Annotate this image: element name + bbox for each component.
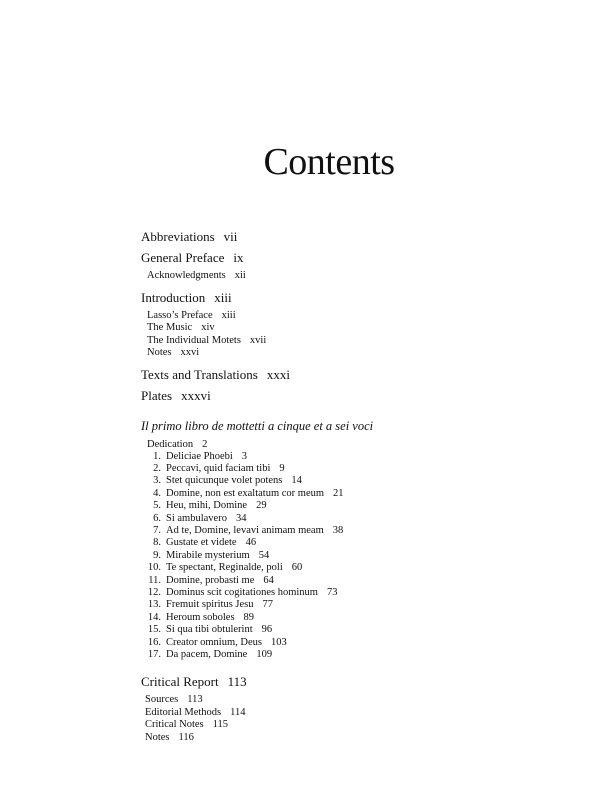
motet-page: 60 xyxy=(291,562,303,574)
motet-number: 12. xyxy=(147,586,161,598)
toc-entry-general-preface xyxy=(141,249,571,267)
motet-entry xyxy=(141,537,571,549)
toc-entry-label: Lasso’s Preface xyxy=(147,309,213,321)
toc-subentry-the-music xyxy=(141,322,571,335)
motet-entry xyxy=(141,562,571,574)
motet-title: Deliciae Phoebi xyxy=(166,450,233,462)
motet-title: Te spectant, Reginalde, poli xyxy=(166,562,283,574)
motet-title: Ad te, Domine, levavi animam meam xyxy=(166,524,324,536)
collection-title: Il primo libro de mottetti a cinque et a sei voci xyxy=(141,418,374,433)
motet-page: 96 xyxy=(261,624,273,636)
motet-page: 73 xyxy=(326,586,338,598)
toc-entry-label: General Preface xyxy=(141,250,225,265)
motet-number: 4. xyxy=(153,487,161,499)
motet-title: Si ambulavero xyxy=(166,512,227,524)
toc-entry-dedication xyxy=(141,438,571,451)
table-of-contents xyxy=(141,228,571,744)
motet-number: 10. xyxy=(147,562,161,574)
toc-subentry-notes xyxy=(141,732,571,745)
page-title: Contents xyxy=(263,141,395,183)
toc-entry-label: Abbreviations xyxy=(141,229,215,244)
motet-entry xyxy=(141,575,571,587)
toc-entry-page: 113 xyxy=(187,694,203,706)
toc-subentry-editorial-methods xyxy=(141,707,571,720)
toc-entry-label: The Music xyxy=(147,322,193,333)
motet-number: 1. xyxy=(153,450,161,462)
motet-page: 29 xyxy=(256,500,267,512)
toc-entry-page: xiv xyxy=(201,322,215,333)
toc-entry-page: ix xyxy=(233,250,244,265)
motet-entry xyxy=(141,451,571,463)
motet-entry xyxy=(141,587,571,599)
toc-entry-page: 2 xyxy=(202,438,208,450)
toc-entry-page: xxxvi xyxy=(181,387,211,403)
motet-page: 38 xyxy=(332,524,344,536)
motet-page: 14 xyxy=(291,475,302,487)
motet-title: Si qua tibi obtulerint xyxy=(166,624,253,636)
motet-number: 16. xyxy=(147,636,161,648)
motet-number: 14. xyxy=(147,611,161,623)
toc-subentry-critical-notes xyxy=(141,719,571,732)
toc-entry-page: xiii xyxy=(214,289,232,305)
motet-number: 13. xyxy=(147,599,161,611)
toc-entry-label: Editorial Methods xyxy=(145,706,222,718)
motet-entry xyxy=(141,649,571,661)
toc-entry-label: Acknowledgments xyxy=(147,270,226,281)
motet-entry xyxy=(141,612,571,624)
toc-entry-page: vii xyxy=(223,229,238,244)
toc-entry-page: xiii xyxy=(221,309,236,321)
motet-title: Stet quicunque volet potens xyxy=(166,475,283,487)
toc-entry-label: Dedication xyxy=(147,438,194,450)
motet-entry xyxy=(141,525,571,537)
motet-page: 89 xyxy=(243,611,255,623)
toc-entry-critical-report xyxy=(141,673,571,691)
motet-entry xyxy=(141,500,571,512)
toc-entry-plates xyxy=(141,387,571,405)
toc-subentry-lassos-preface xyxy=(141,310,571,323)
motet-title: Peccavi, quid faciam tibi xyxy=(166,462,271,474)
toc-entry-label: The Individual Motets xyxy=(147,334,241,346)
motet-entry xyxy=(141,624,571,636)
toc-entry-label: Critical Report xyxy=(141,674,219,690)
motet-page: 21 xyxy=(333,487,344,499)
motet-page: 103 xyxy=(270,636,287,648)
toc-entry-page: 113 xyxy=(227,674,247,690)
motet-number: 9. xyxy=(153,549,161,561)
toc-entry-label: Sources xyxy=(145,694,179,706)
toc-entry-label: Notes xyxy=(147,347,172,358)
toc-entry-page: 116 xyxy=(178,731,194,743)
toc-entry-label: Plates xyxy=(141,387,173,403)
motet-number: 3. xyxy=(153,475,161,487)
motet-number: 8. xyxy=(153,537,161,549)
motet-page: 64 xyxy=(263,574,274,586)
motet-entry xyxy=(141,513,571,525)
motet-title: Dominus scit cogitationes hominum xyxy=(166,586,318,598)
toc-subentry-individual-motets xyxy=(141,335,571,348)
motet-number: 5. xyxy=(153,500,161,512)
motet-title: Domine, probasti me xyxy=(166,574,255,586)
motet-entry xyxy=(141,463,571,475)
motet-title: Heroum soboles xyxy=(166,611,235,623)
toc-entry-page: xxxi xyxy=(266,366,290,382)
toc-entry-page: xvii xyxy=(249,334,267,346)
motet-list xyxy=(141,451,571,662)
motet-title: Domine, non est exaltatum cor meum xyxy=(166,487,325,499)
motet-number: 6. xyxy=(153,512,161,524)
motet-entry xyxy=(141,475,571,487)
motet-title: Fremuit spiritus Jesu xyxy=(166,599,254,611)
toc-entry-page: 114 xyxy=(230,706,246,718)
toc-entry-label: Notes xyxy=(145,731,170,743)
motet-page: 109 xyxy=(256,649,273,660)
motet-title: Heu, mihi, Domine xyxy=(166,500,248,512)
toc-entry-page: 115 xyxy=(212,719,228,731)
motet-number: 2. xyxy=(153,462,161,474)
motet-title: Gustate et videte xyxy=(166,537,237,549)
toc-entry-abbreviations xyxy=(141,228,571,246)
motet-entry xyxy=(141,488,571,500)
toc-entry-label: Critical Notes xyxy=(145,719,204,731)
motet-number: 11. xyxy=(148,574,161,586)
motet-page: 3 xyxy=(241,450,248,462)
toc-subentry-sources xyxy=(141,694,571,707)
motet-entry xyxy=(141,599,571,611)
toc-entry-label: Introduction xyxy=(141,289,206,305)
motet-page: 46 xyxy=(245,537,257,549)
motet-page: 34 xyxy=(235,512,247,524)
toc-entry-introduction xyxy=(141,289,571,307)
motet-title: Creator omnium, Deus xyxy=(166,636,262,648)
motet-number: 15. xyxy=(147,624,161,636)
toc-entry-page: xxvi xyxy=(180,347,200,358)
toc-entry-label: Texts and Translations xyxy=(141,366,258,382)
motet-number: 7. xyxy=(153,524,161,536)
motet-entry xyxy=(141,550,571,562)
toc-entry-texts-translations xyxy=(141,366,571,384)
toc-subentry-notes xyxy=(141,347,571,360)
motet-page: 9 xyxy=(279,462,285,474)
motet-page: 77 xyxy=(262,599,274,611)
motet-title: Mirabile mysterium xyxy=(166,549,250,561)
motet-title: Da pacem, Domine xyxy=(166,649,248,660)
toc-subentry-acknowledgments xyxy=(141,270,571,283)
motet-number: 17. xyxy=(147,649,161,660)
motet-entry xyxy=(141,637,571,649)
toc-entry-page: xii xyxy=(234,270,246,281)
motet-page: 54 xyxy=(258,549,270,561)
